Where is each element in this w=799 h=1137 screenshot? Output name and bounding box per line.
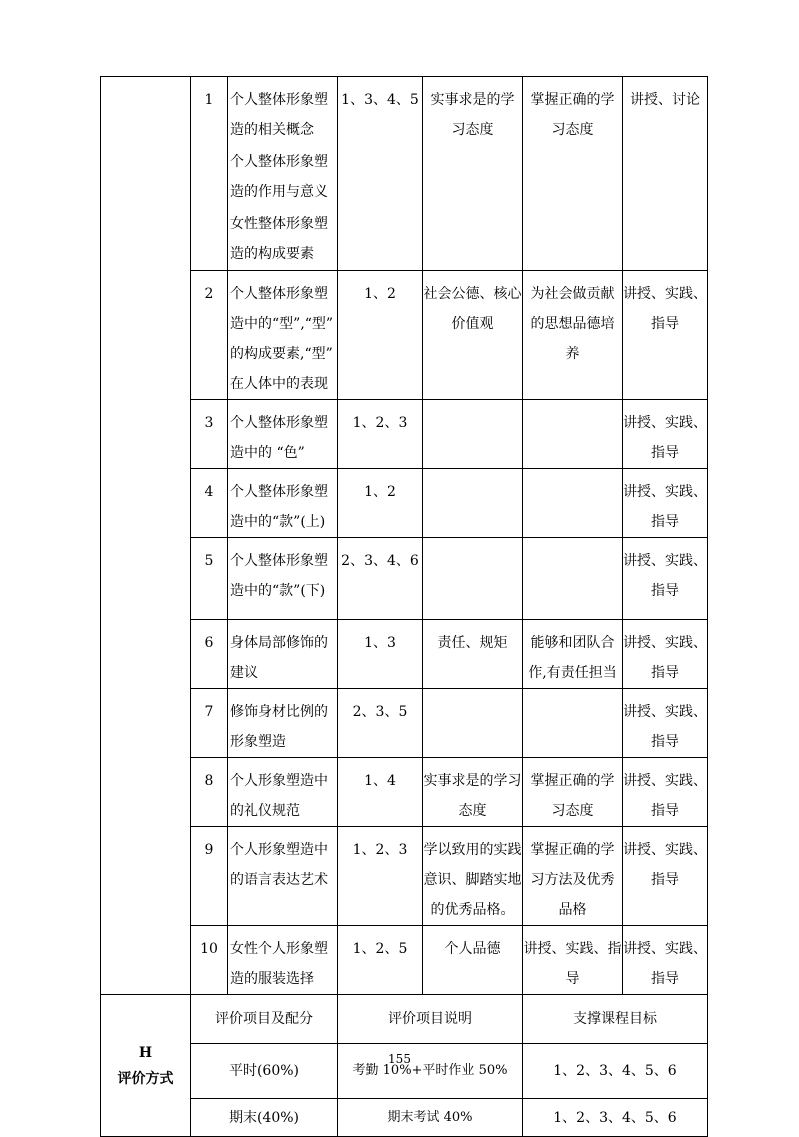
text-line: 讲授、讨论 [630, 92, 700, 108]
text-line: 掌握正确的学 [530, 92, 615, 108]
text-line: 的礼仪规范 [230, 803, 300, 819]
text-line: 讲授、实践、 [623, 415, 707, 431]
evaluation-header-row [101, 995, 708, 1044]
table-row [101, 620, 708, 689]
ideology-cell [423, 469, 523, 538]
row-number-text: 6 [204, 635, 214, 651]
text-line: 习态度 [451, 122, 494, 138]
text-line: 造的服装选择 [230, 971, 314, 987]
row-number-text: 8 [204, 773, 214, 789]
row-number [191, 400, 228, 469]
text-line: 讲授、实践、 [623, 941, 707, 957]
goals-text: 2、3、5 [352, 704, 408, 720]
method-cell [623, 469, 708, 538]
goals-text: 1、4 [364, 773, 396, 789]
text-line: 指导 [651, 803, 679, 819]
ideology-cell [423, 620, 523, 689]
ideology-cell [423, 77, 523, 271]
text-line: 讲授、实践、 [623, 484, 707, 500]
text-line: 修饰身材比例的 [230, 704, 328, 720]
row-number-text: 7 [204, 704, 214, 720]
topic-block [230, 85, 337, 145]
text-line: 社会公德、核心 [423, 286, 522, 302]
header-target: 支撑课程目标 [523, 995, 708, 1044]
table-row [101, 271, 708, 400]
evaluation-target: 1、2、3、4、5、6 [523, 1044, 708, 1099]
outcome-cell [523, 77, 623, 271]
ideology-cell [423, 758, 523, 827]
row-number [191, 758, 228, 827]
topic-block [230, 477, 337, 537]
text-line: 指导 [651, 445, 679, 461]
goals-cell [338, 689, 423, 758]
text-line: 讲授、实践、 [623, 704, 707, 720]
section-code: H [138, 1044, 153, 1061]
text-line: 讲授、实践、 [623, 773, 707, 789]
topic-cell [228, 926, 338, 995]
topic-block [230, 934, 337, 994]
goals-cell [338, 758, 423, 827]
text-line: 个人品德 [444, 941, 501, 957]
text-line: 能够和团队合 [530, 635, 615, 651]
text-line: 个人整体形象塑 [230, 92, 328, 108]
topic-cell [228, 620, 338, 689]
goals-cell [338, 77, 423, 271]
outcome-cell [523, 400, 623, 469]
outcome-cell [523, 469, 623, 538]
empty-section-cell [101, 77, 191, 995]
text-line: 造中的“型”,“型” [230, 316, 334, 332]
method-cell [623, 77, 708, 271]
topic-cell [228, 469, 338, 538]
text-line: 养 [565, 346, 580, 362]
text-line: 个人整体形象塑 [230, 286, 328, 302]
text-line: 作,有责任担当 [528, 665, 617, 681]
text-line: 习态度 [551, 122, 594, 138]
table-row [101, 469, 708, 538]
row-number [191, 538, 228, 620]
text-line: 个人整体形象塑 [230, 484, 328, 500]
row-number-text: 2 [204, 286, 214, 302]
text-line: 造的构成要素 [230, 246, 314, 262]
method-cell [623, 689, 708, 758]
outcome-cell [523, 827, 623, 926]
topic-block [230, 279, 337, 399]
text-line: 指导 [651, 971, 679, 987]
row-number-text: 9 [204, 842, 214, 858]
topic-cell [228, 758, 338, 827]
goals-text: 1、3 [364, 635, 396, 651]
text-line: 实事求是的学 [430, 92, 515, 108]
text-line: 为社会做贡献 [530, 286, 615, 302]
text-line: 讲授、实践、指 [523, 941, 622, 957]
text-line: 造中的 “色” [230, 445, 305, 461]
row-number-text: 10 [200, 941, 218, 957]
method-cell [623, 400, 708, 469]
table-row [101, 689, 708, 758]
text-line: 的构成要素,“型” [230, 346, 333, 362]
text-line: 掌握正确的学 [530, 773, 615, 789]
course-table [100, 76, 708, 1137]
evaluation-description: 考勤 10%+平时作业 50% [338, 1044, 523, 1099]
method-cell [623, 827, 708, 926]
table-row [101, 77, 708, 271]
text-line: 习态度 [551, 803, 594, 819]
topic-cell [228, 271, 338, 400]
text-line: 的语言表达艺术 [230, 872, 328, 888]
evaluation-target: 1、2、3、4、5、6 [523, 1099, 708, 1137]
topic-block [230, 766, 337, 826]
text-line: 讲授、实践、 [623, 635, 707, 651]
method-cell [623, 758, 708, 827]
topic-cell [228, 827, 338, 926]
goals-cell [338, 469, 423, 538]
text-line: 建议 [230, 665, 258, 681]
goals-cell [338, 400, 423, 469]
table-row [101, 400, 708, 469]
outcome-cell [523, 538, 623, 620]
goals-cell [338, 538, 423, 620]
evaluation-description: 期末考试 40% [338, 1099, 523, 1137]
text-line: 指导 [651, 665, 679, 681]
text-line: 造中的“款”(上) [230, 514, 326, 530]
text-line: 女性整体形象塑 [230, 216, 328, 232]
ideology-cell [423, 538, 523, 620]
row-number-text: 5 [204, 553, 214, 569]
table-row [101, 827, 708, 926]
text-line: 个人整体形象塑 [230, 154, 328, 170]
outcome-cell [523, 620, 623, 689]
text-line: 个人整体形象塑 [230, 415, 328, 431]
text-line: 价值观 [451, 316, 494, 332]
text-line: 指导 [651, 583, 679, 599]
method-cell [623, 271, 708, 400]
outcome-cell [523, 926, 623, 995]
text-line: 意识、脚踏实地 [423, 872, 522, 888]
row-number [191, 620, 228, 689]
text-line: 态度 [458, 803, 487, 819]
text-line: 女性个人形象塑 [230, 941, 328, 957]
text-line: 指导 [651, 514, 679, 530]
outcome-cell [523, 271, 623, 400]
outcome-cell [523, 758, 623, 827]
goals-cell [338, 271, 423, 400]
goals-text: 1、2 [364, 286, 396, 302]
topic-block [230, 835, 337, 895]
row-number-text: 1 [204, 92, 214, 108]
row-number [191, 689, 228, 758]
text-line: 个人形象塑造中 [230, 842, 328, 858]
text-line: 指导 [651, 872, 679, 888]
goals-text: 1、2、3 [352, 415, 408, 431]
goals-text: 2、3、4、6 [341, 553, 419, 569]
text-line: 讲授、实践、 [623, 286, 707, 302]
ideology-cell [423, 271, 523, 400]
ideology-cell [423, 926, 523, 995]
section-title: 评价方式 [117, 1070, 174, 1087]
row-number-text: 3 [204, 415, 214, 431]
topic-block [230, 697, 337, 757]
ideology-cell [423, 689, 523, 758]
goals-cell [338, 827, 423, 926]
text-line: 讲授、实践、 [623, 553, 707, 569]
outcome-cell [523, 689, 623, 758]
row-number [191, 827, 228, 926]
page-number: 155 [388, 1052, 411, 1066]
text-line: 在人体中的表现 [230, 376, 328, 392]
topic-cell [228, 689, 338, 758]
text-line: 实事求是的学习 [423, 773, 522, 789]
row-number [191, 271, 228, 400]
row-number [191, 926, 228, 995]
text-line: 导 [565, 971, 580, 987]
ideology-cell [423, 827, 523, 926]
text-line: 的优秀品格。 [430, 902, 515, 918]
evaluation-item: 期末(40%) [191, 1099, 338, 1137]
row-number [191, 77, 228, 271]
text-line: 习方法及优秀 [530, 872, 615, 888]
text-line: 掌握正确的学 [530, 842, 615, 858]
header-description: 评价项目说明 [338, 995, 523, 1044]
ideology-cell [423, 400, 523, 469]
text-line: 讲授、实践、 [623, 842, 707, 858]
text-line: 个人形象塑造中 [230, 773, 328, 789]
topic-block [230, 209, 337, 269]
course-rows [101, 77, 708, 995]
method-cell [623, 538, 708, 620]
evaluation-item: 平时(60%) [191, 1044, 338, 1099]
text-line: 责任、规矩 [437, 635, 508, 651]
text-line: 指导 [651, 734, 679, 750]
topic-block [230, 147, 337, 207]
row-number [191, 469, 228, 538]
text-line: 造的作用与意义 [230, 184, 328, 200]
text-line: 的思想品德培 [530, 316, 615, 332]
row-number-text: 4 [204, 484, 214, 500]
topic-cell [228, 400, 338, 469]
method-cell [623, 926, 708, 995]
goals-text: 1、2、5 [352, 941, 408, 957]
goals-text: 1、2、3 [352, 842, 408, 858]
goals-text: 1、2 [364, 484, 396, 500]
table-row [101, 926, 708, 995]
method-cell [623, 620, 708, 689]
topic-block [230, 408, 337, 468]
goals-cell [338, 926, 423, 995]
topic-block [230, 546, 337, 606]
table-row [101, 538, 708, 620]
text-line: 学以致用的实践 [423, 842, 522, 858]
goals-text: 1、3、4、5 [341, 92, 419, 108]
table-row [101, 758, 708, 827]
text-line: 形象塑造 [230, 734, 286, 750]
text-line: 造中的“款”(下) [230, 583, 326, 599]
text-line: 个人整体形象塑 [230, 553, 328, 569]
topic-block [230, 628, 337, 688]
topic-cell [228, 538, 338, 620]
text-line: 品格 [558, 902, 587, 918]
text-line: 身体局部修饰的 [230, 635, 328, 651]
goals-cell [338, 620, 423, 689]
topic-cell [228, 77, 338, 271]
text-line: 指导 [651, 316, 679, 332]
header-item: 评价项目及配分 [191, 995, 338, 1044]
text-line: 造的相关概念 [230, 122, 314, 138]
